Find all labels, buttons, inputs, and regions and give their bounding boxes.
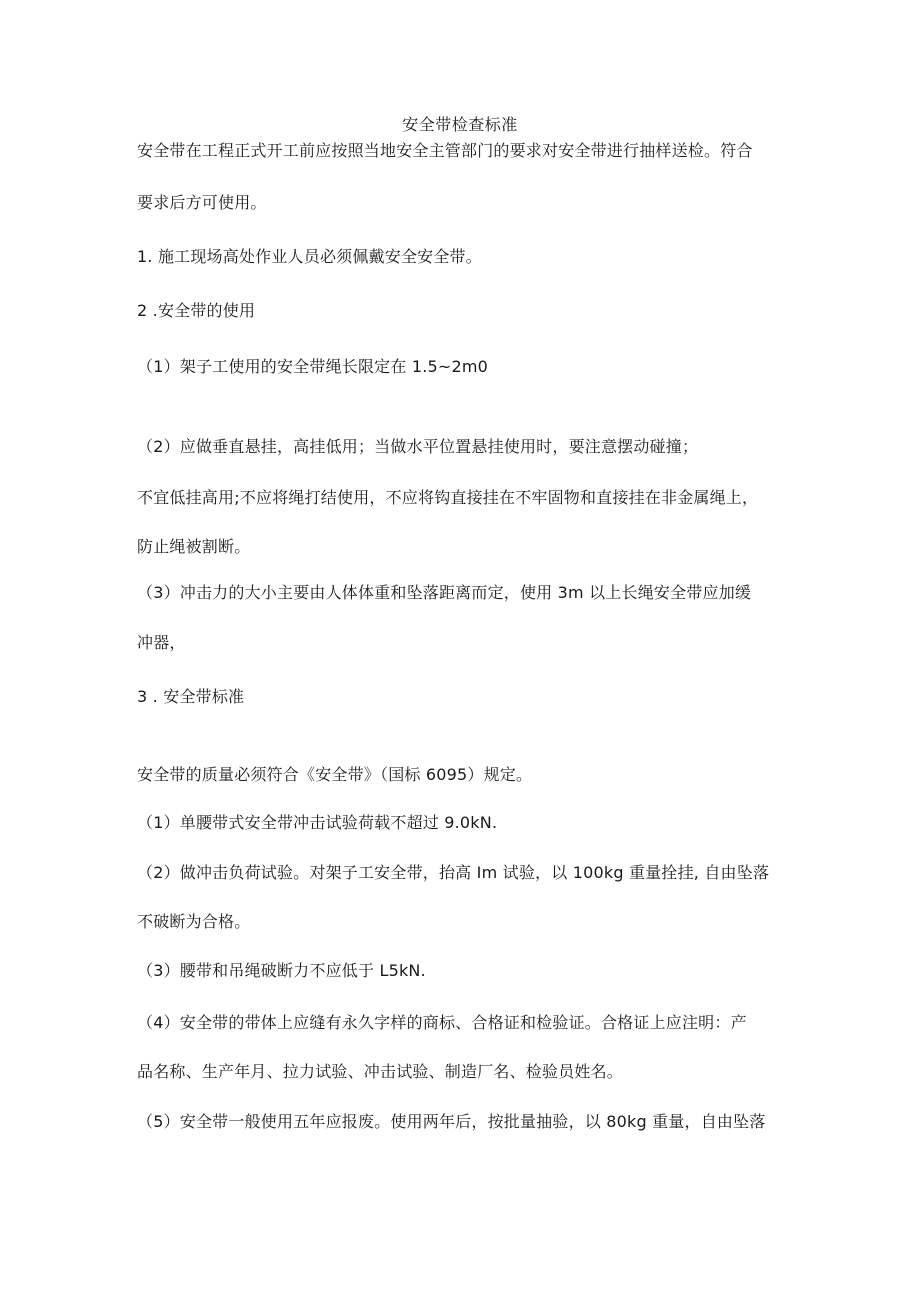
paragraph-line: （3）腰带和吊绳破断力不应低于 L5kN. bbox=[137, 961, 426, 980]
section-heading: 2 .安全带的使用 bbox=[137, 301, 256, 320]
document-title: 安全带检查标准 bbox=[402, 115, 518, 134]
paragraph-line: （2）应做垂直悬挂，高挂低用；当做水平位置悬挂使用时，要注意摆动碰撞； bbox=[137, 437, 699, 456]
paragraph-line: （2）做冲击负荷试验。对架子工安全带，抬高 Im 试验，以 100kg 重量拴挂, 自由坠落 bbox=[137, 863, 770, 882]
paragraph-line: 1. 施工现场高处作业人员必须佩戴安全安全带。 bbox=[137, 247, 482, 266]
paragraph-line: 不宜低挂高用;不应将绳打结使用，不应将钩直接挂在不牢固物和直接挂在非金属绳上， bbox=[137, 488, 759, 507]
paragraph-line: （1）单腰带式安全带冲击试验荷载不超过 9.0kN. bbox=[137, 813, 498, 832]
section-heading: 3 . 安全带标准 bbox=[137, 687, 245, 706]
paragraph-line: 防止绳被割断。 bbox=[137, 537, 251, 556]
paragraph-line: 要求后方可使用。 bbox=[137, 193, 267, 212]
paragraph-line: 不破断为合格。 bbox=[137, 912, 251, 931]
paragraph-line: （1）架子工使用的安全带绳长限定在 1.5~2m0 bbox=[137, 357, 489, 376]
paragraph-line: （4）安全带的带体上应缝有永久字样的商标、合格证和检验证。合格证上应注明：产 bbox=[137, 1013, 747, 1032]
paragraph-line: 品名称、生产年月、拉力试验、冲击试验、制造厂名、检验员姓名。 bbox=[137, 1062, 624, 1081]
paragraph-line: 安全带的质量必须符合《安全带》（国标 6095）规定。 bbox=[137, 765, 533, 784]
paragraph-line: 安全带在工程正式开工前应按照当地安全主管部门的要求对安全带进行抽样送检。符合 bbox=[137, 141, 753, 160]
paragraph-line: 冲器， bbox=[137, 633, 186, 652]
paragraph-line: （3）冲击力的大小主要由人体体重和坠落距离而定，使用 3m 以上长绳安全带应加缓 bbox=[137, 583, 752, 602]
paragraph-line: （5）安全带一般使用五年应报废。使用两年后，按批量抽验，以 80kg 重量，自由坠落 bbox=[137, 1112, 766, 1131]
